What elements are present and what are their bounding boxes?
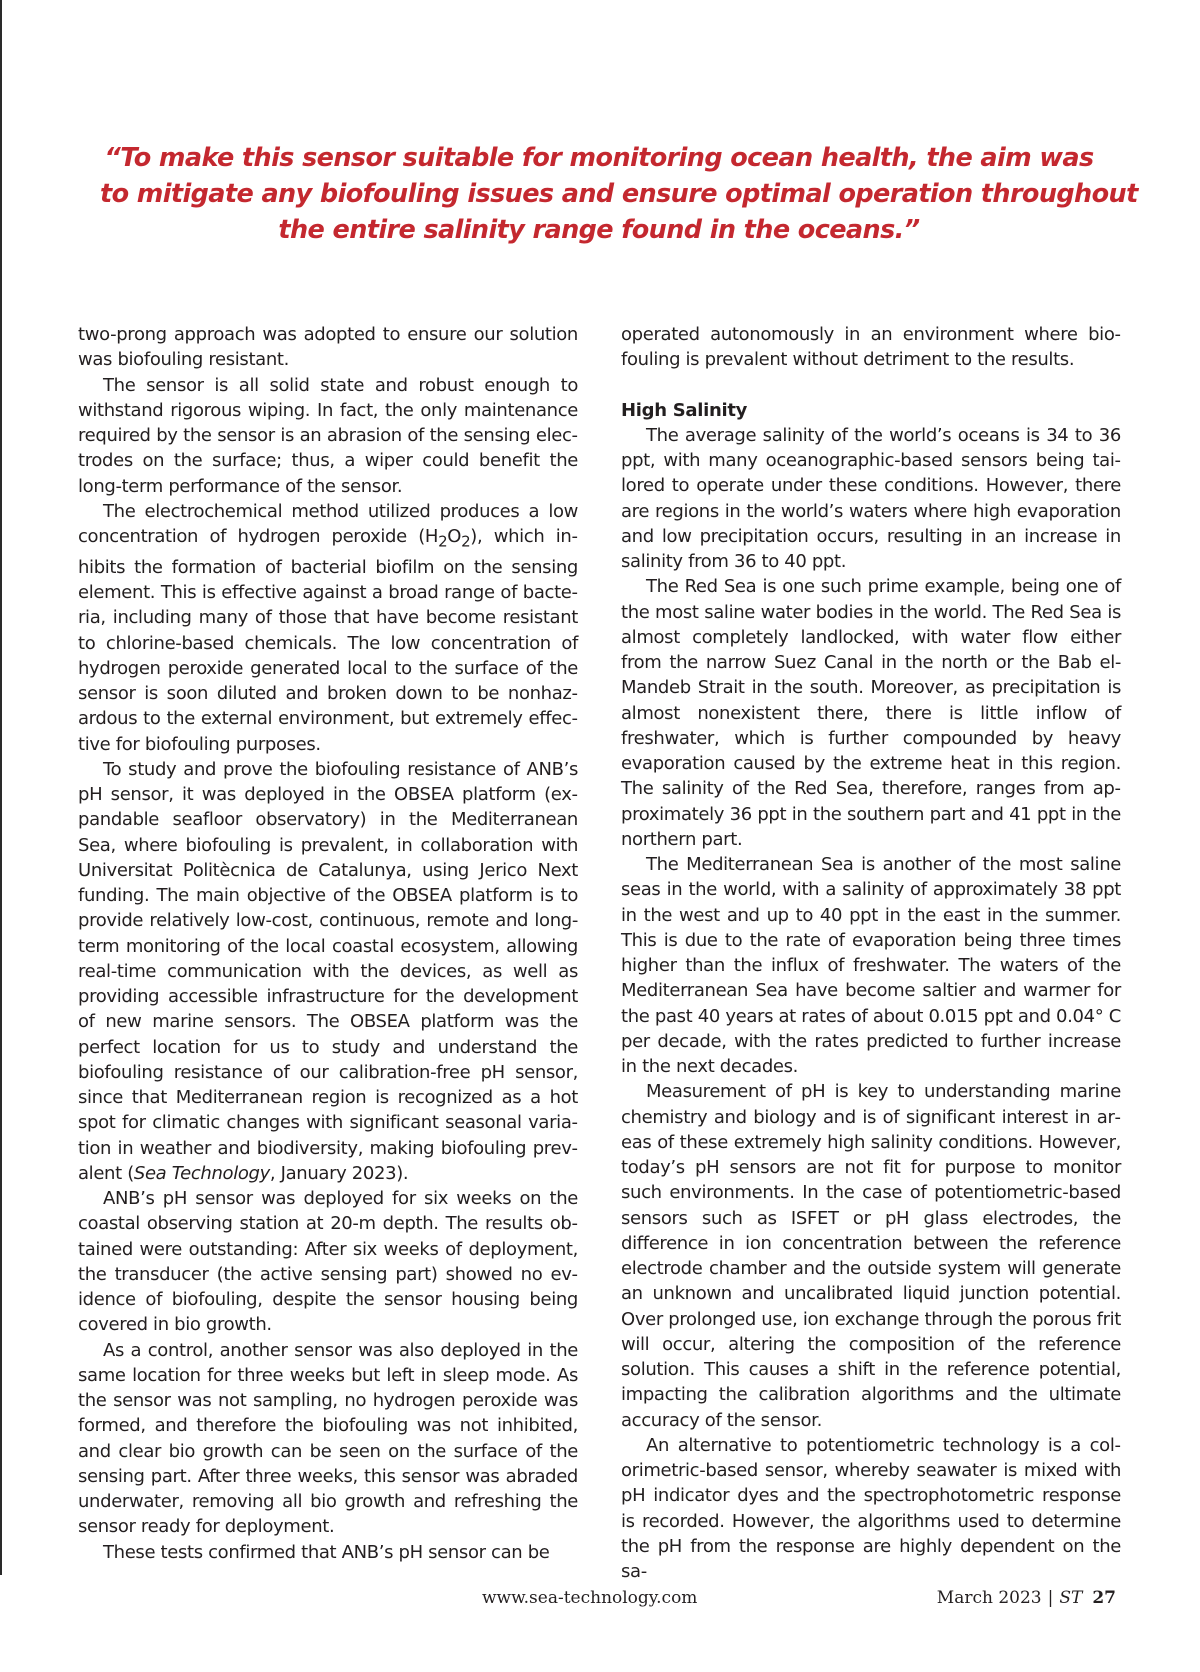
paragraph: As a control, another sensor was also deployed in the same location for three weeks but left in sleep mode. As the sensor was not sampling, no hydrogen peroxide was formed, and therefore the biofouling was not inhibited, and clear bio growth can be seen on the surface of the sensing part. After three weeks, this sensor was abraded underwater, removing all bio growth and refreshing the sensor ready for deployment.	[78, 1339, 578, 1538]
paragraph: These tests confirmed that ANB’s pH sensor can be	[103, 1541, 550, 1563]
paragraph: ANB’s pH sensor was deployed for six weeks on the coastal observing station at 20-m depth. The results obtained were outstanding: After six weeks of deployment, the transducer (the active sensing part) showed no evidence of biofouling, despite the sensor housing being covered in bio growth.	[78, 1188, 578, 1336]
pull-quote-line: the entire salinity range found in the oceans.”	[278, 215, 920, 245]
paragraph-text: ), which inhibits the formation of bacterial biofilm on the sensing element. This is effective against a broad range of bacteria, including many of those that have become resistant to chlorine-based chemicals. The low concentration of hydrogen peroxide generated local to the surface of the sensor is soon diluted and broken down to be nonhazardous to the external environment, but extremely effective for biofouling purposes.	[78, 526, 578, 755]
paragraph-text: The electrochemical method utilized produces a low concentration of hydrogen peroxide (H	[78, 500, 578, 547]
left-column	[78, 322, 578, 1565]
footer-separator: |	[1047, 1588, 1054, 1608]
paragraph: operated autonomously in an environment where biofouling is prevalent without detriment to the results.	[621, 324, 1121, 371]
paragraph: The Red Sea is one such prime example, being one of the most saline water bodies in the world. The Red Sea is almost completely landlocked, with water flow either from the narrow Suez Canal in the north or the Bab el-Mandeb Strait in the south. Moreover, as precipitation is almost nonexistent there, there is little inflow of freshwater, which is further compounded by heavy evaporation caused by the extreme heat in this region. The salinity of the Red Sea, therefore, ranges from approximately 36 ppt in the southern part and 41 ppt in the northern part.	[621, 576, 1121, 850]
paragraph: An alternative to potentiometric technology is a colorimetric-based sensor, whereby seawater is mixed with pH indicator dyes and the spectrophotometric response is recorded. However, the algorithms used to determine the pH from the response are highly dependent on the sa-	[621, 1434, 1121, 1582]
paragraph	[78, 757, 578, 1186]
paragraph: two-prong approach was adopted to ensure our solution was biofouling resistant.	[78, 324, 578, 371]
citation-title: Sea Technology	[133, 1162, 270, 1184]
page-number: 27	[1092, 1588, 1116, 1608]
footer-url: www.sea-technology.com	[482, 1588, 698, 1608]
paragraph: Measurement of pH is key to understanding marine chemistry and biology and is of significant interest in areas of these extremely high salinity conditions. However, today’s pH sensors are not fit for purpose to monitor such environments. In the case of potentiometric-based sensors such as ISFET or pH glass electrodes, the difference in ion concentration between the reference electrode chamber and the outside system will generate an unknown and uncalibrated liquid junction potential. Over prolonged use, ion exchange through the porous frit will occur, altering the composition of the reference solution. This causes a shift in the reference potential, impacting the calibration algorithms and the ultimate accuracy of the sensor.	[621, 1081, 1121, 1431]
paragraph: The Mediterranean Sea is another of the most saline seas in the world, with a salinity of approximately 38 ppt in the west and up to 40 ppt in the east in the summer. This is due to the rate of evaporation being three times higher than the influx of freshwater. The waters of the Mediterranean Sea have become saltier and warmer for the past 40 years at rates of about 0.015 ppt and 0.04° C per decade, with the rates predicted to further increase in the next decades.	[621, 854, 1121, 1077]
pull-quote-line: to mitigate any biofouling issues and ensure optimal operation throughout	[100, 179, 1138, 209]
right-column	[621, 322, 1121, 1584]
pull-quote-line: “To make this sensor suitable for monitoring ocean health, the aim was	[104, 143, 1094, 173]
paragraph: The average salinity of the world’s oceans is 34 to 36 ppt, with many oceanographic-based sensors being tailored to operate under these conditions. However, there are regions in the world’s waters where high evaporation and low precipitation occurs, resulting in an increase in salinity from 36 to 40 ppt.	[621, 424, 1121, 572]
paragraph-text: To study and prove the biofouling resistance of ANB’s pH sensor, it was deployed in the OBSEA platform (expandable seafloor observatory) in the Mediterranean Sea, where biofouling is prevalent, in collaboration with Universitat Politècnica de Catalunya, using Jerico Next funding. The main objective of the OBSEA platform is to provide relatively low-cost, continuous, remote and long-term monitoring of the local coastal ecosystem, allowing real-time communication with the devices, as well as providing accessible infrastructure for the development of new marine sensors. The OBSEA platform was the perfect location for us to study and understand the biofouling resistance of our calibration-free pH sensor, since that Mediterranean region is recognized as a hot spot for climatic changes with significant seasonal variation in weather and biodiversity, making biofouling prevalent (	[78, 758, 578, 1184]
section-heading: High Salinity	[621, 399, 748, 421]
subscript: 2	[461, 532, 471, 551]
paragraph-text: , January 2023).	[269, 1162, 409, 1184]
footer-issue	[937, 1588, 1116, 1608]
footer-publication: ST	[1059, 1588, 1083, 1608]
page-edge-rule	[0, 0, 2, 1575]
paragraph	[78, 499, 578, 757]
subscript: 2	[438, 532, 448, 551]
paragraph: The sensor is all solid state and robust enough to withstand rigorous wiping. In fact, the only maintenance required by the sensor is an abrasion of the sensing electrodes on the surface; thus, a wiper could benefit the long-term performance of the sensor.	[78, 374, 578, 497]
pull-quote	[100, 140, 1138, 248]
paragraph-text: O	[447, 526, 462, 547]
footer-date: March 2023	[936, 1588, 1042, 1608]
